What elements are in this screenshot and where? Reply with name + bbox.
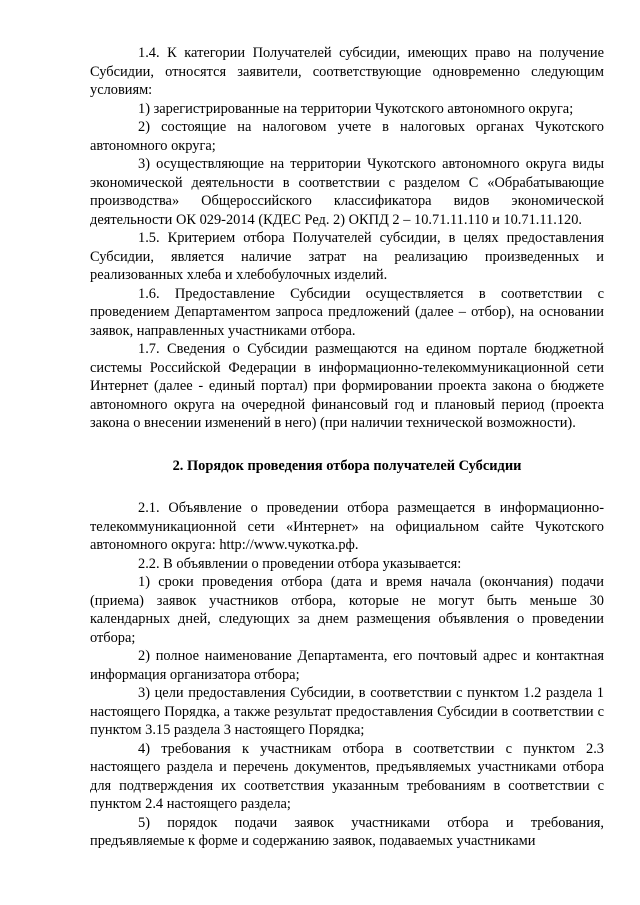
paragraph-2-2-item-5: 5) порядок подачи заявок участниками отбора и требования, предъявляемые к форме и содержанию заявок, подаваемых участниками bbox=[90, 814, 604, 849]
document-page bbox=[90, 44, 604, 851]
paragraph-2-2: 2.2. В объявлении о проведении отбора указывается: bbox=[138, 555, 462, 572]
paragraph-2-2-item-2: 2) полное наименование Департамента, его почтовый адрес и контактная информация организатора отбора; bbox=[90, 648, 604, 683]
paragraph-2-2-item-1: 1) сроки проведения отбора (дата и время начала (окончания) подачи (приема) заявок участников отбора, которые не могут быть меньше 30 календарных дней, следующих за днем размещения объявления о проведении отбора; bbox=[90, 574, 604, 646]
paragraph-1-7: 1.7. Сведения о Субсидии размещаются на едином портале бюджетной системы Российской Федерации в информационно-телекоммуникационной сети Интернет (далее - единый портал) при формировании проекта закона о бюджете автономного округа на очередной финансовый год и плановый период (проекта закона о внесении изменений в него) (при наличии технической возможности). bbox=[90, 341, 604, 431]
paragraph-1-5: 1.5. Критерием отбора Получателей субсидии, в целях предоставления Субсидии, является наличие затрат на реализацию произведенных и реализованных хлеба и хлебобулочных изделий. bbox=[90, 230, 604, 283]
paragraph-1-4-item-3: 3) осуществляющие на территории Чукотского автономного округа виды экономической деятельности в соответствии с разделом С «Обрабатывающие производства» Общероссийского классификатора видов экономической деятельности ОК 029-2014 (КДЕС Ред. 2) ОКПД 2 – 10.71.11.110 и 10.71.11.120. bbox=[90, 156, 604, 228]
section-heading: 2. Порядок проведения отбора получателей Субсидии bbox=[172, 457, 522, 474]
paragraph-1-4-item-1: 1) зарегистрированные на территории Чукотского автономного округа; bbox=[138, 100, 574, 117]
paragraph-1-6: 1.6. Предоставление Субсидии осуществляется в соответствии с проведением Департаментом запроса предложений (далее – отбор), на основании заявок, направленных участниками отбора. bbox=[90, 285, 604, 339]
paragraph-1-4: 1.4. К категории Получателей субсидии, имеющих право на получение Субсидии, относятся заявители, соответствующие одновременно следующим условиям: bbox=[90, 45, 604, 98]
paragraph-2-2-item-4: 4) требования к участникам отбора в соответствии с пунктом 2.3 настоящего раздела и перечень документов, предъявляемых участниками отбора для подтверждения их соответствия указанным требованиям в соответствии с пунктом 2.4 настоящего раздела; bbox=[90, 740, 604, 812]
paragraph-2-1: 2.1. Объявление о проведении отбора размещается в информационно-телекоммуникационной сети «Интернет» на официальном сайте Чукотского автономного округа: http://www.чукотка.рф. bbox=[90, 500, 604, 553]
paragraph-1-4-item-2: 2) состоящие на налоговом учете в налоговых органах Чукотского автономного округа; bbox=[90, 119, 604, 154]
paragraph-2-2-item-3: 3) цели предоставления Субсидии, в соответствии с пунктом 1.2 раздела 1 настоящего Порядка, а также результат предоставления Субсидии в соответствии с пунктом 3.15 раздела 3 настоящего Порядка; bbox=[90, 685, 604, 738]
